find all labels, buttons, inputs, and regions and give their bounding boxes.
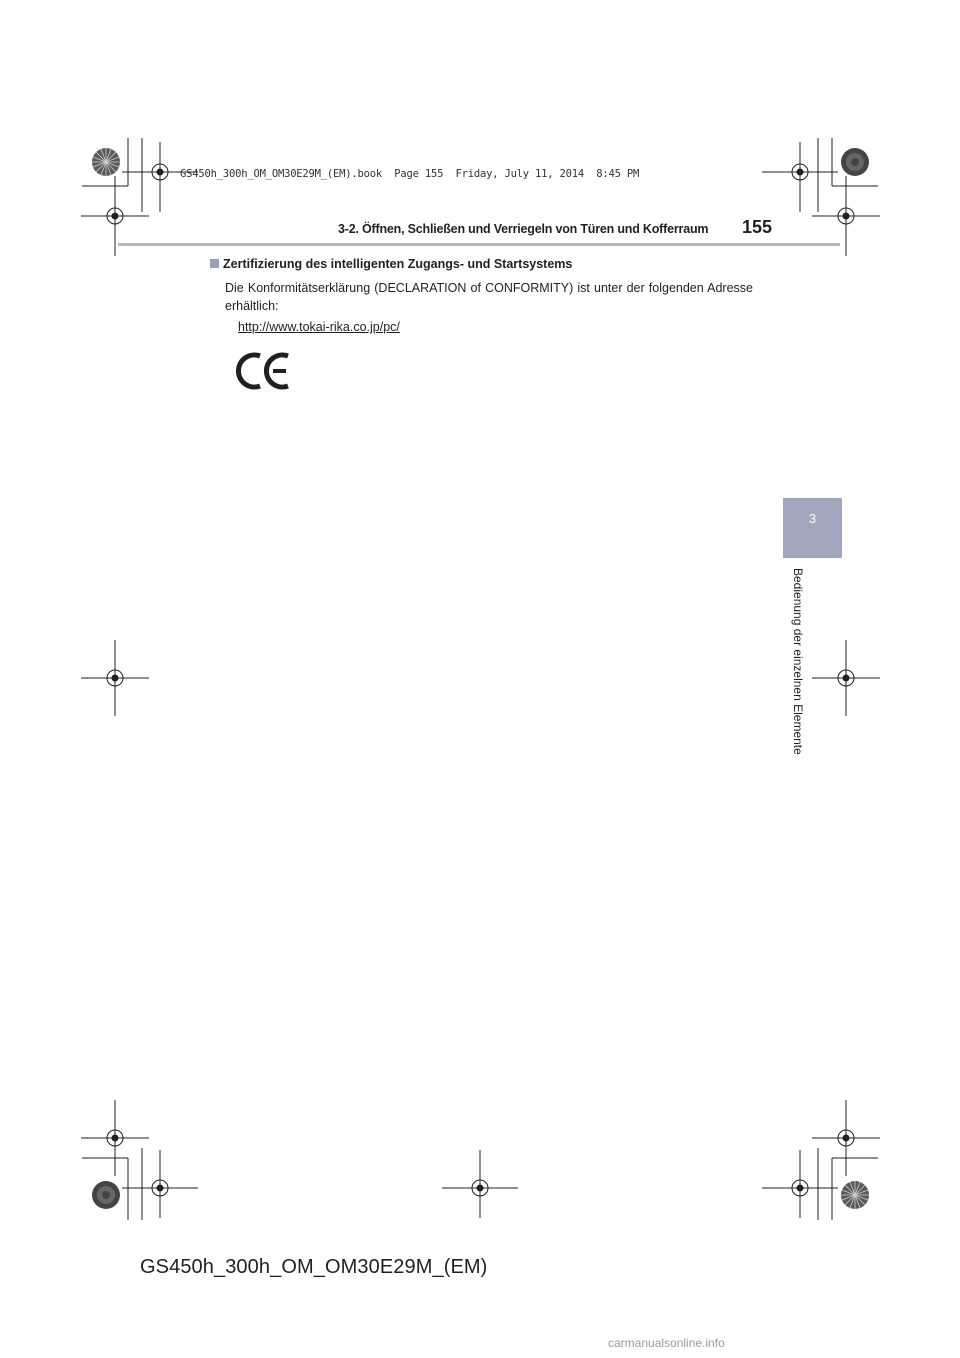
crosshair-mark xyxy=(81,1100,149,1176)
rosette-mark xyxy=(841,1181,869,1209)
body-paragraph: Die Konformitätserklärung (DECLARATION of CONFORMITY) ist unter der folgenden Adresse erhältlich: xyxy=(225,281,753,313)
section-title: 3-2. Öffnen, Schließen und Verriegeln von Türen und Kofferraum xyxy=(338,222,709,236)
square-bullet-icon xyxy=(210,259,219,268)
rosette-mark xyxy=(92,1181,120,1209)
crosshair-mark xyxy=(762,142,838,212)
header-rule xyxy=(118,243,840,246)
chapter-number: 3 xyxy=(808,511,817,526)
print-info-line: GS450h_300h_OM_OM30E29M_(EM).book Page 155 Friday, July 11, 2014 8:45 PM xyxy=(180,168,640,180)
ce-mark-icon xyxy=(236,350,292,392)
crosshair-mark xyxy=(762,1150,838,1218)
crosshair-mark xyxy=(81,640,149,716)
rosette-mark xyxy=(841,148,869,176)
crosshair-mark xyxy=(812,640,880,716)
page-number: 155 xyxy=(742,217,773,237)
heading-text: Zertifizierung des intelligenten Zugangs- und Startsystems xyxy=(223,257,573,271)
conformity-url-link[interactable]: http://www.tokai-rika.co.jp/pc/ xyxy=(238,320,400,334)
rosette-mark xyxy=(92,148,120,176)
chapter-label: Bedienung der einzelnen Elemente xyxy=(791,568,805,755)
section-heading xyxy=(210,257,572,271)
crosshair-mark xyxy=(442,1150,518,1218)
crosshair-mark xyxy=(812,1100,880,1176)
watermark-text: carmanualsonline.info xyxy=(608,1336,725,1350)
chapter-tab xyxy=(783,498,842,558)
footer-document-code: GS450h_300h_OM_OM30E29M_(EM) xyxy=(140,1256,488,1278)
crosshair-mark xyxy=(122,1150,198,1218)
